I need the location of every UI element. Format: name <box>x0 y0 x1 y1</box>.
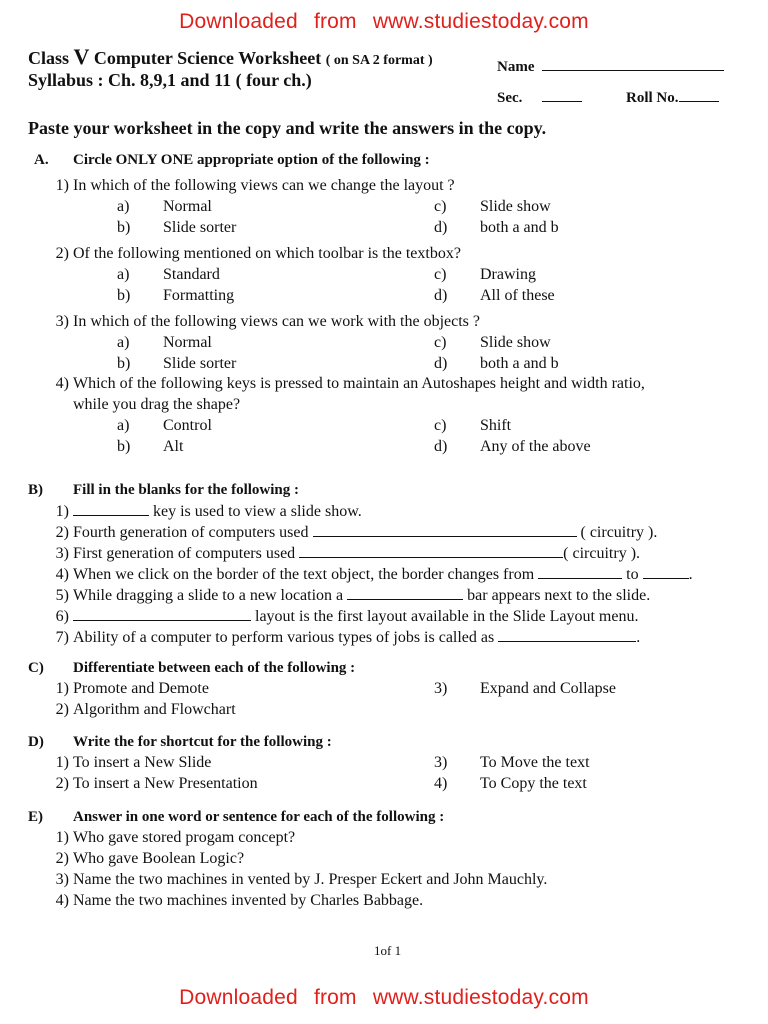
item-number: 3) <box>55 545 69 562</box>
option-text: Control <box>163 417 212 434</box>
option-letter: c) <box>434 266 447 283</box>
item-text: Fourth generation of computers used <box>73 524 313 541</box>
option-letter: d) <box>434 438 448 455</box>
item-text: To insert a New Slide <box>73 754 212 771</box>
item-text: key is used to view a slide show. <box>149 503 362 520</box>
item-number: 6) <box>55 608 69 625</box>
answer-blank <box>538 565 622 579</box>
section-a-letter: A. <box>34 152 49 168</box>
option-text: Normal <box>163 334 212 351</box>
section-b-title: Fill in the blanks for the following : <box>73 482 299 498</box>
item-text: To Move the text <box>480 754 590 771</box>
item-number: 5) <box>55 587 69 604</box>
banner-word-from: from <box>313 10 357 33</box>
item-number: 7) <box>55 629 69 646</box>
worksheet-title <box>28 44 433 70</box>
option-text: Slide sorter <box>163 219 237 236</box>
item-text: To Copy the text <box>480 775 587 792</box>
option-letter: d) <box>434 287 448 304</box>
worksheet-title-text: Computer Science Worksheet <box>93 48 322 68</box>
answer-blank <box>73 607 251 621</box>
answer-blank <box>498 628 636 642</box>
answer-blank <box>347 586 463 600</box>
item-number: 4) <box>55 566 69 583</box>
option-letter: b) <box>117 438 131 455</box>
option-letter: b) <box>117 219 131 236</box>
answer-blank <box>313 523 577 537</box>
roll-blank <box>679 88 719 102</box>
question-text: In which of the following views can we change the layout ? <box>73 177 455 194</box>
item-number: 3) <box>434 680 448 697</box>
question <box>45 177 455 195</box>
option-text: both a and b <box>480 219 559 236</box>
list-item <box>45 680 209 698</box>
option-letter: a) <box>117 198 130 215</box>
question <box>45 245 461 263</box>
item-text: First generation of computers used <box>73 545 300 562</box>
item-text: When we click on the border of the text object, the border changes from <box>73 566 539 583</box>
question-text-continued: while you drag the shape? <box>73 396 241 413</box>
banner-word-downloaded: Downloaded <box>179 10 298 33</box>
item-number: 1) <box>55 680 69 697</box>
bottom-download-banner <box>0 986 768 1010</box>
fill-blank-item <box>45 586 650 605</box>
item-number: 1) <box>55 754 69 771</box>
item-text: Name the two machines in vented by J. Presper Eckert and John Mauchly. <box>73 871 548 888</box>
item-number: 3) <box>55 871 69 888</box>
question-number: 1) <box>55 177 69 194</box>
top-download-banner <box>0 10 768 34</box>
section-b-letter: B) <box>28 482 43 498</box>
section-a-title: Circle ONLY ONE appropriate option of the following : <box>73 152 430 168</box>
item-text: Expand and Collapse <box>480 680 616 697</box>
list-item <box>45 701 236 719</box>
option-text: Slide show <box>480 198 551 215</box>
question-number: 2) <box>55 245 69 262</box>
option-letter: d) <box>434 219 448 236</box>
question <box>45 313 480 331</box>
banner-word-downloaded: Downloaded <box>179 986 298 1009</box>
item-text: . <box>688 566 693 583</box>
fill-blank-item <box>45 565 693 584</box>
item-number: 3) <box>434 754 448 771</box>
question-text: Which of the following keys is pressed to maintain an Autoshapes height and width ratio, <box>73 375 645 392</box>
option-text: Standard <box>163 266 220 283</box>
option-letter: a) <box>117 334 130 351</box>
list-item <box>45 850 244 868</box>
option-letter: b) <box>117 355 131 372</box>
fill-blank-item <box>45 544 640 563</box>
name-label: Name <box>497 59 535 75</box>
fill-blank-item <box>45 502 362 521</box>
section-d-title: Write the for shortcut for the following : <box>73 734 332 750</box>
item-text: Promote and Demote <box>73 680 209 697</box>
item-text: layout is the first layout available in the Slide Layout menu. <box>251 608 639 625</box>
fill-blank-item <box>45 523 657 542</box>
list-item <box>45 829 295 847</box>
item-number: 2) <box>55 775 69 792</box>
question-number: 3) <box>55 313 69 330</box>
fill-blank-item <box>45 628 640 647</box>
name-blank <box>542 57 724 71</box>
item-number: 2) <box>55 701 69 718</box>
item-number: 4) <box>55 892 69 909</box>
item-text: to <box>622 566 643 583</box>
question-text: Of the following mentioned on which toolbar is the textbox? <box>73 245 461 262</box>
option-text: All of these <box>480 287 555 304</box>
section-c-letter: C) <box>28 660 44 676</box>
item-text: Algorithm and Flowchart <box>73 701 236 718</box>
list-item <box>45 754 211 772</box>
option-letter: d) <box>434 355 448 372</box>
roll-label: Roll No. <box>626 90 679 106</box>
item-number: 4) <box>434 775 448 792</box>
section-e-title: Answer in one word or sentence for each of the following : <box>73 809 445 825</box>
item-text: ( circuitry ). <box>563 545 641 562</box>
page-number: 1of 1 <box>374 943 402 958</box>
list-item <box>45 871 547 889</box>
question-number: 4) <box>55 375 69 392</box>
banner-link[interactable]: www.studiestoday.com <box>372 10 589 33</box>
item-text: While dragging a slide to a new location a <box>73 587 348 604</box>
item-text: To insert a New Presentation <box>73 775 258 792</box>
option-text: Formatting <box>163 287 235 304</box>
option-letter: a) <box>117 266 130 283</box>
sec-label: Sec. <box>497 90 523 106</box>
item-text: Who gave Boolean Logic? <box>73 850 245 867</box>
option-text: Slide show <box>480 334 551 351</box>
sec-blank <box>542 88 582 102</box>
option-text: Slide sorter <box>163 355 237 372</box>
roll-field <box>626 88 719 107</box>
option-text: Shift <box>480 417 512 434</box>
banner-link[interactable]: www.studiestoday.com <box>372 986 589 1009</box>
item-number: 2) <box>55 850 69 867</box>
item-number: 2) <box>55 524 69 541</box>
option-letter: c) <box>434 334 447 351</box>
section-e-letter: E) <box>28 809 43 825</box>
format-note: ( on SA 2 format ) <box>325 53 433 68</box>
name-field <box>497 57 724 76</box>
item-number: 1) <box>55 829 69 846</box>
option-text: Drawing <box>480 266 536 283</box>
syllabus-line: Syllabus : Ch. 8,9,1 and 11 ( four ch.) <box>28 70 312 90</box>
option-letter: b) <box>117 287 131 304</box>
class-label: Class <box>28 48 70 68</box>
item-text: Name the two machines invented by Charles Babbage. <box>73 892 424 909</box>
question-text: In which of the following views can we work with the objects ? <box>73 313 481 330</box>
option-text: Normal <box>163 198 212 215</box>
option-text: Alt <box>163 438 184 455</box>
option-letter: c) <box>434 198 447 215</box>
item-number: 1) <box>55 503 69 520</box>
fill-blank-item <box>45 607 638 626</box>
answer-blank <box>299 544 563 558</box>
sec-field <box>497 88 582 107</box>
instruction: Paste your worksheet in the copy and write the answers in the copy. <box>28 118 547 138</box>
option-letter: a) <box>117 417 130 434</box>
list-item <box>45 892 423 910</box>
item-text: bar appears next to the slide. <box>463 587 651 604</box>
item-text: . <box>636 629 641 646</box>
section-d-letter: D) <box>28 734 44 750</box>
list-item <box>434 680 447 698</box>
option-letter: c) <box>434 417 447 434</box>
option-text: both a and b <box>480 355 559 372</box>
list-item <box>45 775 258 793</box>
answer-blank <box>643 565 689 579</box>
item-text: Ability of a computer to perform various types of jobs is called as <box>73 629 499 646</box>
question <box>45 375 645 393</box>
class-value: V <box>73 44 90 69</box>
item-text: Who gave stored progam concept? <box>73 829 296 846</box>
answer-blank <box>73 502 149 516</box>
banner-word-from: from <box>313 986 357 1009</box>
item-text: ( circuitry ). <box>576 524 658 541</box>
option-text: Any of the above <box>480 438 591 455</box>
section-c-title: Differentiate between each of the following : <box>73 660 356 676</box>
